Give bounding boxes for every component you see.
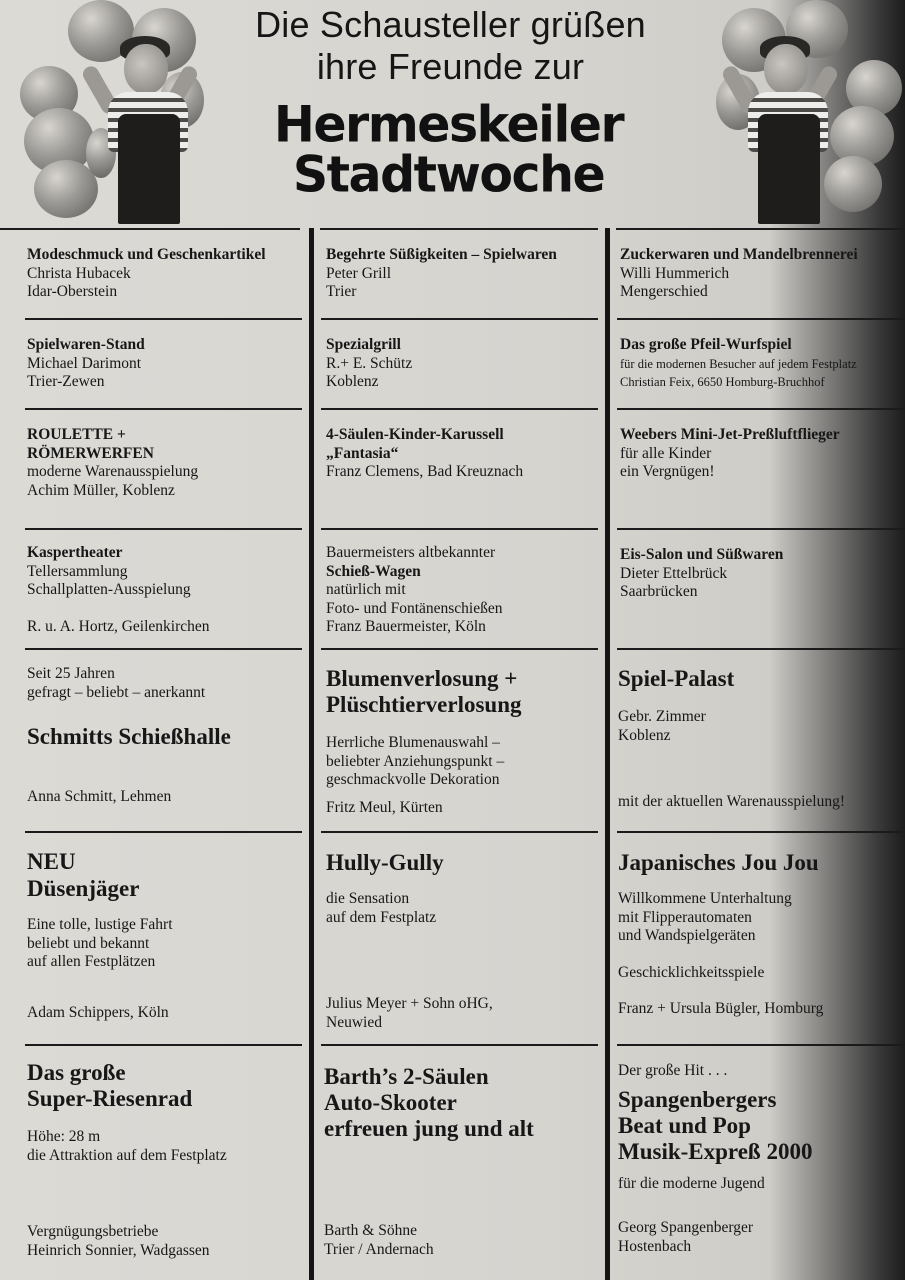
row-divider (25, 648, 302, 650)
column-divider (309, 228, 314, 1280)
ad-title: RÖMERWERFEN (27, 444, 154, 462)
header-line-2: ihre Freunde zur (316, 46, 585, 87)
ad-line: Franz Bauermeister, Köln (326, 618, 486, 635)
ad-karussell (326, 426, 523, 482)
ad-title: Auto-Skooter (324, 1090, 457, 1115)
ad-title: Schieß-Wagen (326, 562, 421, 580)
ad-line: mit der aktuellen Warenausspielung! (618, 793, 846, 810)
ad-line: moderne Warenausspielung (27, 463, 199, 480)
ad-line: Foto- und Fontänenschießen (326, 599, 503, 617)
ad-title: Das große Pfeil-Wurfspiel (620, 336, 792, 353)
ad-line: Eine tolle, lustige Fahrt (27, 916, 173, 933)
ad-line: Koblenz (326, 373, 379, 390)
ad-line: Peter Grill (326, 264, 391, 282)
ad-line: Michael Darimont (27, 354, 142, 372)
row-divider (321, 408, 598, 410)
ad-super-riesenrad (27, 1060, 227, 1260)
ad-line: Mengerschied (620, 283, 708, 300)
header-title-1: Hermeskeiler (273, 95, 624, 154)
ad-line: die Attraktion auf dem Festplatz (27, 1146, 227, 1164)
ad-line: Anna Schmitt, Lehmen (27, 788, 172, 805)
ad-line: die Sensation (326, 890, 410, 907)
ad-line: Christian Feix, 6650 Homburg-Bruchhof (620, 374, 825, 389)
ad-title: Weebers Mini-Jet-Preßluftflieger (620, 426, 840, 443)
header-line-1: Die Schausteller grüßen (255, 4, 646, 45)
ad-modeschmuck (27, 246, 266, 302)
ad-title: NEU (27, 849, 76, 874)
ad-title: Hully-Gully (326, 850, 444, 875)
ad-line: Vergnügungsbetriebe (27, 1223, 159, 1240)
ad-title: Das große (27, 1060, 126, 1085)
ad-line: Trier (326, 283, 357, 300)
ad-title: Modeschmuck und Geschenkartikel (27, 246, 266, 263)
ad-schiess-wagen (326, 544, 503, 637)
ad-title: Beat und Pop (618, 1112, 751, 1138)
ad-title: ROULETTE + (27, 426, 126, 443)
ad-line: R.+ E. Schütz (326, 354, 413, 372)
ad-suessigkeiten (326, 246, 557, 302)
column-divider (605, 228, 610, 1280)
ad-line: Höhe: 28 m (27, 1128, 101, 1145)
ad-line: Willkommene Unterhaltung (618, 890, 792, 907)
ad-line: Seit 25 Jahren (27, 665, 115, 682)
ad-line: Christa Hubacek (27, 264, 131, 282)
ad-musik-express (618, 1062, 905, 1256)
ad-line: Trier / Andernach (324, 1240, 434, 1258)
row-divider (617, 831, 905, 833)
row-divider (321, 831, 598, 833)
ad-title: Japanisches Jou Jou (618, 850, 819, 875)
ad-title: Düsenjäger (27, 876, 140, 901)
ad-line: Idar-Oberstein (27, 283, 118, 300)
ad-auto-skooter (324, 1064, 534, 1259)
ad-line: Der große Hit . . . (618, 1062, 728, 1079)
ad-line: Koblenz (618, 726, 671, 744)
ad-line: und Wandspielgeräten (618, 927, 756, 944)
ad-title: Barth’s 2-Säulen (324, 1064, 489, 1089)
row-divider (616, 228, 905, 230)
row-divider (617, 318, 905, 320)
ad-title: „Fantasia“ (326, 444, 399, 462)
ad-line: Franz + Ursula Bügler, Homburg (618, 1000, 824, 1017)
ad-line: Fritz Meul, Kürten (326, 798, 443, 816)
ad-title: Schmitts Schießhalle (27, 724, 231, 749)
ad-title: Super-Riesenrad (27, 1086, 193, 1111)
ad-title: Spielwaren-Stand (27, 336, 145, 353)
ad-line: Franz Clemens, Bad Kreuznach (326, 463, 524, 480)
ad-line: Achim Müller, Koblenz (27, 481, 175, 499)
ad-line: Barth & Söhne (324, 1222, 417, 1239)
ad-title: Spezialgrill (326, 336, 401, 353)
ad-title: erfreuen jung und alt (324, 1116, 534, 1141)
ad-line: Heinrich Sonnier, Wadgassen (27, 1241, 210, 1259)
row-divider (25, 1044, 302, 1046)
row-divider (25, 528, 302, 530)
row-divider (25, 408, 302, 410)
ad-hully-gully (326, 850, 493, 1032)
advert-header (0, 0, 905, 228)
ad-line: Bauermeisters altbekannter (326, 544, 496, 561)
ad-line: Trier-Zewen (27, 373, 105, 390)
ad-line: beliebter Anziehungspunkt – (326, 752, 505, 770)
ad-line: Neuwied (326, 1013, 382, 1031)
ad-line: beliebt und bekannt (27, 934, 150, 952)
ad-line: auf allen Festplätzen (27, 953, 156, 970)
ad-line: für die moderne Jugend (618, 1174, 765, 1192)
ad-spiel-palast (618, 666, 905, 812)
row-divider (320, 228, 598, 230)
ad-line: ein Vergnügen! (620, 463, 715, 480)
ad-title: Spangenbergers (618, 1086, 777, 1112)
ad-line: für alle Kinder (620, 444, 712, 462)
ad-line: geschmackvolle Dekoration (326, 771, 500, 788)
advert-grid (0, 228, 905, 1280)
ad-line: Schallplatten-Ausspielung (27, 581, 191, 598)
row-divider (25, 831, 302, 833)
row-divider (617, 408, 905, 410)
ad-line: R. u. A. Hortz, Geilenkirchen (27, 617, 210, 635)
ad-roulette (27, 426, 198, 500)
row-divider (0, 228, 300, 230)
ad-title: Zuckerwaren und Mandelbrennerei (620, 246, 858, 263)
row-divider (321, 648, 598, 650)
ad-eis-salon (620, 546, 905, 602)
ad-kaspertheater (27, 544, 210, 636)
ad-title: Begehrte Süßigkeiten – Spielwaren (326, 246, 557, 263)
header-title-2: Stadtwoche (292, 145, 605, 204)
ad-mini-jet (620, 426, 905, 482)
ad-line: Willi Hummerich (620, 264, 730, 282)
ad-line: Tellersammlung (27, 562, 128, 580)
ad-line: Julius Meyer + Sohn oHG, (326, 995, 493, 1012)
row-divider (25, 318, 302, 320)
ad-schmitts-schiesshalle (27, 665, 231, 807)
ad-line: Dieter Ettelbrück (620, 564, 728, 582)
ad-line: Georg Spangenberger (618, 1219, 754, 1236)
row-divider (617, 648, 905, 650)
ad-zuckerwaren (620, 246, 905, 302)
ad-japanisches-jou-jou (618, 850, 905, 1019)
row-divider (321, 528, 598, 530)
ad-line: gefragt – beliebt – anerkannt (27, 683, 206, 701)
ad-duesenjaeger (27, 848, 173, 1022)
ad-line: mit Flipperautomaten (618, 908, 752, 926)
ad-line: Geschicklichkeitsspiele (618, 963, 765, 981)
ad-title: Eis-Salon und Süßwaren (620, 546, 784, 563)
ad-pfeil-wurfspiel (620, 336, 905, 391)
ad-line: Gebr. Zimmer (618, 708, 706, 725)
ad-title: 4-Säulen-Kinder-Karussell (326, 426, 504, 443)
ad-title: Plüschtierverlosung (326, 692, 522, 717)
ad-line: für die modernen Besucher auf jedem Festplatz (620, 356, 857, 371)
ad-line: Adam Schippers, Köln (27, 1003, 169, 1021)
ad-spezialgrill (326, 336, 412, 392)
ad-line: natürlich mit (326, 581, 406, 598)
row-divider (321, 1044, 598, 1046)
row-divider (617, 528, 905, 530)
row-divider (617, 1044, 905, 1046)
ad-line: Herrliche Blumenauswahl – (326, 734, 500, 751)
ad-spielwaren-stand (27, 336, 145, 392)
ad-title: Musik-Expreß 2000 (618, 1138, 813, 1164)
ad-blumenverlosung (326, 666, 522, 817)
ad-title: Blumenverlosung + (326, 666, 518, 691)
ad-title: Spiel-Palast (618, 666, 735, 691)
ad-line: auf dem Festplatz (326, 908, 437, 926)
ad-title: Kaspertheater (27, 544, 123, 561)
ad-line: Saarbrücken (620, 583, 698, 600)
ad-line: Hostenbach (618, 1237, 692, 1255)
row-divider (321, 318, 598, 320)
